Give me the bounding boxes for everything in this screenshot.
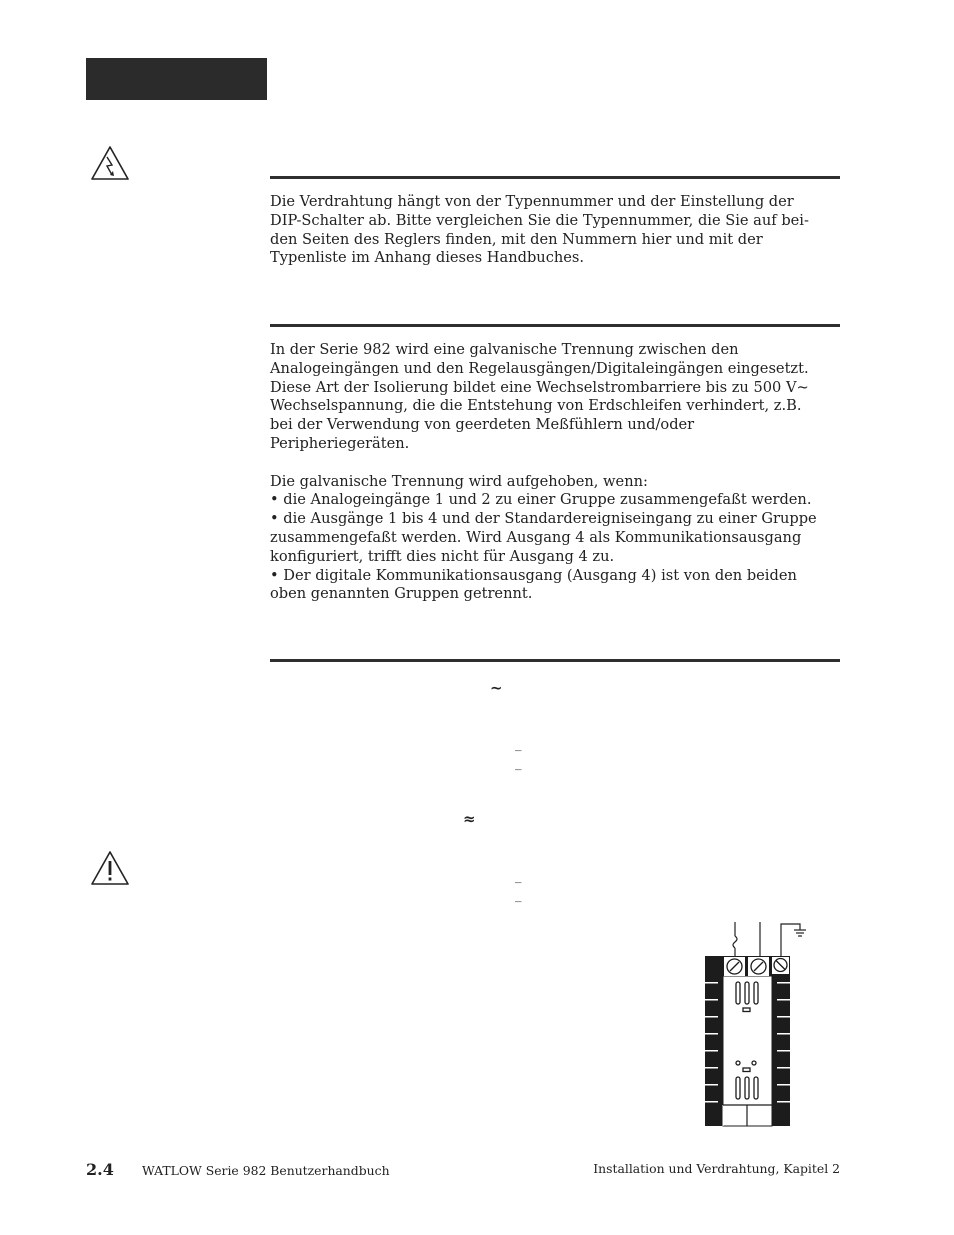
text-line: Die Verdrahtung hängt von der Typennummer und der Einstellung der [270, 193, 794, 210]
bullet-line: • die Ausgänge 1 bis 4 und der Standardereigniseingang zu einer Gruppe [270, 510, 817, 528]
power-wiring-diagram [700, 918, 810, 1130]
text-line: oben genannten Gruppen getrennt. [270, 585, 533, 603]
bullet-line: • die Analogeingänge 1 und 2 zu einer Gruppe zusammengefaßt werden. [270, 491, 812, 509]
text-line: Typenliste im Anhang dieses Handbuches. [270, 249, 585, 267]
text-line: zusammengefaßt werden. Wird Ausgang 4 als Kommunikationsausgang [270, 528, 802, 546]
text-line: Diese Art der Isolierung bildet eine Wechselstrombarriere bis zu 500 V~ [270, 378, 809, 396]
text-line: Analogeingängen und den Regelausgängen/Digitaleingängen eingesetzt. [270, 359, 809, 377]
text-line: Wechselspannung, die die Entstehung von Erdschleifen verhindert, z.B. [270, 397, 802, 415]
text-line: In der Serie 982 wird eine galvanische Trennung zwischen den [270, 341, 739, 358]
text-line: bei der Verwendung von geerdeten Meßfühlern und/oder [270, 416, 695, 434]
dash-mark: _ [515, 756, 522, 771]
chapter-title: Installation und Verdrahtung, Kapitel 2 [593, 1161, 840, 1176]
wiring-note-paragraph [270, 193, 840, 268]
text-line: Peripheriegeräten. [270, 434, 410, 452]
ac-tilde-symbol: ~ [490, 679, 503, 697]
dash-mark: _ [515, 737, 522, 752]
approx-symbol: ≈ [463, 810, 476, 828]
manual-title: WATLOW Serie 982 Benutzerhandbuch [142, 1163, 390, 1178]
electrical-hazard-icon [90, 145, 130, 181]
text-line: den Seiten des Reglers finden, mit den Nummern hier und mit der [270, 230, 763, 248]
dash-mark: _ [515, 869, 522, 884]
text-line: DIP-Schalter ab. Bitte vergleichen Sie die Typennummer, die Sie auf bei- [270, 211, 809, 229]
text-line: konfiguriert, trifft dies nicht für Ausgang 4 zu. [270, 547, 615, 565]
section-rule-1 [270, 176, 840, 179]
caution-icon [90, 850, 130, 886]
bullet-line: • Der digitale Kommunikationsausgang (Ausgang 4) ist von den beiden [270, 566, 797, 584]
dash-mark: _ [515, 888, 522, 903]
section-rule-2 [270, 324, 840, 327]
isolation-paragraph [270, 341, 840, 604]
page-number: 2.4 [86, 1160, 114, 1179]
section-rule-3 [270, 659, 840, 662]
text-line: Die galvanische Trennung wird aufgehoben, wenn: [270, 472, 648, 490]
chapter-header-bar [86, 58, 267, 100]
